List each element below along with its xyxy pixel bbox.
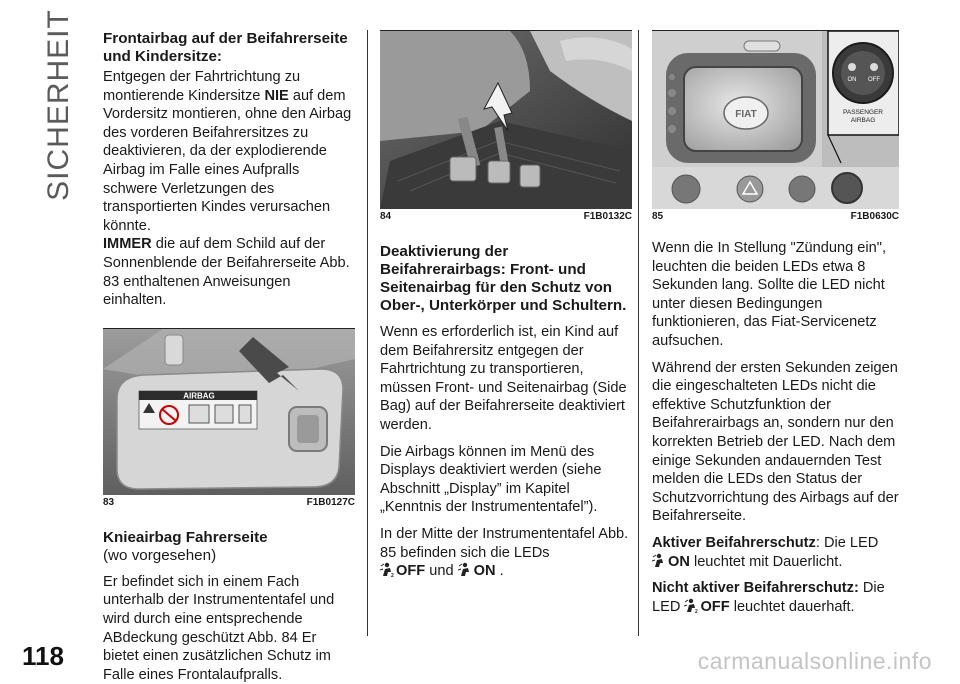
inset-off-text: OFF <box>868 77 880 83</box>
column-3 <box>652 30 899 616</box>
airbag-label-text: AIRBAG <box>183 391 215 401</box>
inset-label-passenger: PASSENGER <box>843 109 883 116</box>
heading-knee-airbag-sub: (wo vorgesehen) <box>103 546 217 564</box>
inactive-led-off: OFF <box>700 598 730 615</box>
p2-text: die auf dem Schild auf der Sonnenblende der Beifahrerseite Abb. 83 enthaltenen Anweisungen einhalten. <box>103 236 350 309</box>
fiat-logo-text: FIAT <box>735 109 757 120</box>
column-divider-2 <box>638 30 639 636</box>
figure-84-caption <box>380 211 632 225</box>
heading-knee-airbag <box>103 529 355 565</box>
paragraph-inactive-protection <box>652 579 899 616</box>
p3-end: . <box>499 563 504 580</box>
active-protection-label: Aktiver Beifahrerschutz <box>652 534 816 551</box>
watermark: carmanualsonline.info <box>697 648 932 674</box>
p3-led-on: ON <box>473 563 496 580</box>
column-2 <box>380 30 632 581</box>
p1-text-a: Entgegen der Fahrtrichtung zu montierende Kindersitze <box>103 69 301 104</box>
p1-emph-nie: NIE <box>264 87 289 104</box>
inactive-protection-tail: leuchtet dauerhaft. <box>733 598 855 615</box>
p2-emph-immer: IMMER <box>103 236 152 253</box>
figure-85-dashboard-leds <box>652 30 899 209</box>
page-number: 118 <box>22 641 64 671</box>
svg-text:2: 2 <box>391 573 394 578</box>
inset-on-text: ON <box>847 77 857 83</box>
passenger-airbag-on-icon <box>652 553 666 568</box>
paragraph-first-seconds: Während der ersten Sekunden zeigen die eingeschalteten LEDs nicht die effektive Schutzfunktion der Beifahrerairbags an, sondern nur den korrekten Betrieb der LED. Nach dem einige Sekunden andauernden Test melden die LEDs den Status der Schutzvorrichtung des Airbags auf der Beifahrerseite. <box>652 359 899 525</box>
inactive-protection-text: Die LED <box>652 580 885 615</box>
inset-on-led-icon <box>848 63 856 71</box>
paragraph-active-protection <box>652 534 899 571</box>
figure-83-caption <box>103 497 355 511</box>
pedal-area-illustration <box>380 31 632 209</box>
paragraph-always <box>103 235 355 309</box>
p3-text: In der Mitte der Instrumententafel Abb. 85 befinden sich die LEDs <box>380 525 629 561</box>
figure-85-number: 85 <box>652 211 664 222</box>
figure-83-sun-visor <box>103 328 355 495</box>
dashboard-leds-illustration <box>652 31 899 209</box>
paragraph-deactivation-3 <box>380 525 632 581</box>
column-1 <box>103 30 355 684</box>
paragraph-never-mount <box>103 68 355 235</box>
p1-text-c: auf dem Vordersitz montieren, ohne den Airbag des vorderen Beifahrersitzes zu deaktivieren, da der explodierende Airbag im Falle eines Aufpralls schwere Verletzungen des transportierten Kindes verursachen könnte. <box>103 87 352 234</box>
paragraph-deactivation-1: Wenn es erforderlich ist, ein Kind auf dem Beifahrersitz entgegen der Fahrtrichtung zu transportieren, müssen Front- und Seitenairbag (Side Bag) auf der Beifahrerseite deaktiviert werden. <box>380 324 627 433</box>
p3-led-off: OFF <box>396 563 426 580</box>
passenger-airbag-off-icon <box>380 562 394 577</box>
chapter-side-label <box>30 9 88 201</box>
p3-und: und <box>429 563 454 580</box>
figure-83-code: F1B0127C <box>306 496 355 508</box>
active-protection-tail: leuchtet mit Dauerlicht. <box>693 553 843 570</box>
figure-84-code: F1B0132C <box>583 211 632 222</box>
paragraph-knee-airbag: Er befindet sich in einem Fach unterhalb der Instrumententafel und wird durch eine entsprechende ABdeckung geschützt Abb. 84 Er bietet einen zusätzlichen Schutz im Falle eines Frontalaufpralls. <box>103 573 335 683</box>
passenger-airbag-off-icon <box>684 598 698 613</box>
figure-85-code: F1B0630C <box>850 211 899 222</box>
column-divider-1 <box>367 30 368 636</box>
heading-deactivation: Deaktivierung der Beifahrerairbags: Front- und Seitenairbag für den Schutz von Ober-, Unterkörper und Schultern. <box>380 243 627 314</box>
chapter-side-label-text: SICHERHEIT <box>42 9 75 201</box>
figure-84-number: 84 <box>380 211 392 222</box>
active-led-on: ON <box>668 553 690 570</box>
heading-knee-airbag-text: Knieairbag Fahrerseite <box>103 528 268 546</box>
figure-85-caption <box>652 211 899 225</box>
inset-off-led-icon <box>870 63 878 71</box>
paragraph-ignition: Wenn die In Stellung "Zündung ein", leuchten die beiden LEDs etwa 8 Sekunden lang. Sollte die LED nicht unter diesen Bedingungen funktionieren, das Fiat-Servicenetz aufsuchen. <box>652 240 887 349</box>
heading-frontairbag: Frontairbag auf der Beifahrerseite und Kindersitze: <box>103 30 348 65</box>
active-protection-text: : Die LED <box>815 534 879 551</box>
inset-label-airbag: AIRBAG <box>850 117 876 124</box>
sun-visor-illustration <box>103 329 355 495</box>
figure-83-number: 83 <box>103 496 115 508</box>
paragraph-deactivation-2: Die Airbags können im Menü des Displays deaktiviert werden (siehe Abschnitt „Display” im Kapitel „Kenntnis der Instrumententafel”). <box>380 443 602 516</box>
figure-84-pedal-area <box>380 30 632 209</box>
svg-text:2: 2 <box>695 608 699 613</box>
inactive-protection-label: Nicht aktiver Beifahrerschutz: <box>652 580 859 597</box>
passenger-airbag-on-icon <box>458 562 472 577</box>
